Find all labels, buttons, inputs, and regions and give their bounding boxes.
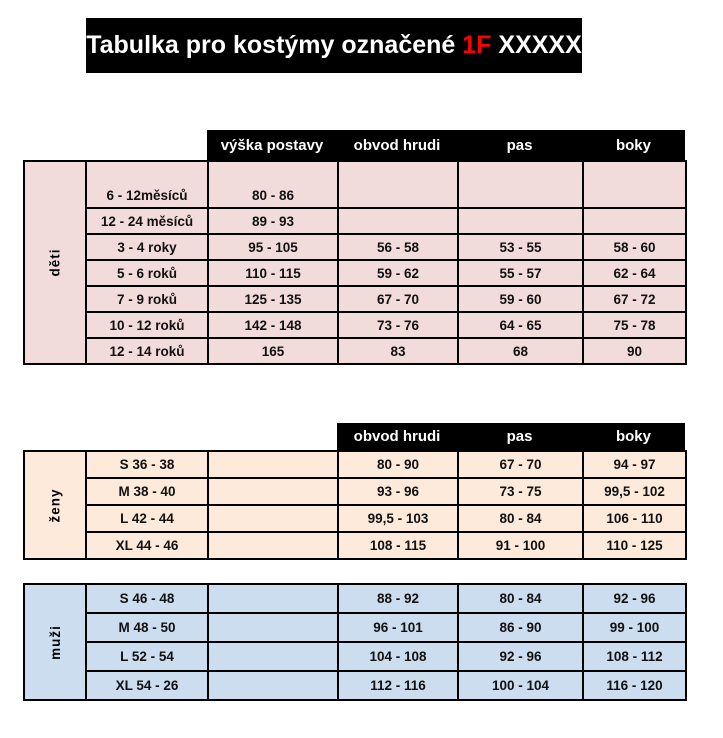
table-row — [24, 532, 686, 559]
size-cell: XL 54 - 26 — [86, 671, 208, 700]
height-cell: 110 - 115 — [208, 260, 338, 286]
hips-cell: 116 - 120 — [583, 671, 686, 700]
chest-cell: 80 - 90 — [338, 451, 458, 478]
table-row — [24, 584, 686, 613]
height-cell — [208, 478, 338, 505]
height-cell: 125 - 135 — [208, 286, 338, 312]
hips-cell: 75 - 78 — [583, 312, 686, 338]
hips-cell: 90 — [583, 338, 686, 364]
hips-cell: 58 - 60 — [583, 234, 686, 260]
height-cell: 95 - 105 — [208, 234, 338, 260]
waist-cell — [458, 161, 583, 208]
table-row — [24, 671, 686, 700]
header-obvod-hrudi: obvod hrudi — [353, 428, 441, 445]
group-label-deti — [24, 161, 86, 364]
waist-cell: 73 - 75 — [458, 478, 583, 505]
waist-cell: 91 - 100 — [458, 532, 583, 559]
height-cell — [208, 613, 338, 642]
header-obvod-hrudi: obvod hrudi — [353, 136, 441, 154]
hips-cell: 94 - 97 — [583, 451, 686, 478]
waist-cell: 55 - 57 — [458, 260, 583, 286]
title-highlight: 1F — [462, 31, 492, 59]
table-row — [24, 161, 686, 208]
size-cell: 7 - 9 roků — [86, 286, 208, 312]
height-cell: 89 - 93 — [208, 208, 338, 234]
size-cell: L 42 - 44 — [86, 505, 208, 532]
chest-cell: 67 - 70 — [338, 286, 458, 312]
title-bar — [86, 18, 582, 73]
table-row — [24, 260, 686, 286]
waist-cell: 59 - 60 — [458, 286, 583, 312]
table-row — [24, 312, 686, 338]
hips-cell: 106 - 110 — [583, 505, 686, 532]
group-label-muzi — [24, 584, 86, 700]
table-row — [24, 234, 686, 260]
table-row — [24, 451, 686, 478]
chest-cell: 88 - 92 — [338, 584, 458, 613]
women-header-row — [337, 423, 685, 450]
header-pas: pas — [506, 428, 533, 445]
waist-cell: 67 - 70 — [458, 451, 583, 478]
waist-cell: 86 - 90 — [458, 613, 583, 642]
table-row — [24, 286, 686, 312]
size-cell: 12 - 24 měsíců — [86, 208, 208, 234]
hips-cell: 67 - 72 — [583, 286, 686, 312]
table-row — [24, 613, 686, 642]
women-table — [23, 450, 687, 560]
size-cell: 6 - 12měsíců — [86, 161, 208, 208]
chest-cell: 56 - 58 — [338, 234, 458, 260]
size-cell: S 46 - 48 — [86, 584, 208, 613]
size-cell: 10 - 12 roků — [86, 312, 208, 338]
group-label-zeny — [24, 451, 86, 559]
chest-cell: 104 - 108 — [338, 642, 458, 671]
hips-cell: 99,5 - 102 — [583, 478, 686, 505]
chest-cell: 93 - 96 — [338, 478, 458, 505]
waist-cell: 53 - 55 — [458, 234, 583, 260]
height-cell: 165 — [208, 338, 338, 364]
group-label-text: muži — [47, 624, 63, 660]
size-cell: S 36 - 38 — [86, 451, 208, 478]
group-label-text: děti — [47, 248, 63, 277]
height-cell — [208, 532, 338, 559]
children-table — [23, 160, 687, 365]
size-cell: 5 - 6 roků — [86, 260, 208, 286]
table-row — [24, 208, 686, 234]
size-cell: M 48 - 50 — [86, 613, 208, 642]
hips-cell — [583, 208, 686, 234]
height-cell — [208, 584, 338, 613]
title-text: Tabulka pro kostýmy označené — [86, 31, 463, 59]
men-table — [23, 583, 687, 701]
height-cell — [208, 451, 338, 478]
title-text-suffix: XXXXX — [491, 31, 582, 59]
chest-cell: 73 - 76 — [338, 312, 458, 338]
header-boky: boky — [615, 428, 651, 445]
waist-cell: 64 - 65 — [458, 312, 583, 338]
chest-cell: 108 - 115 — [338, 532, 458, 559]
waist-cell: 68 — [458, 338, 583, 364]
table-row — [24, 478, 686, 505]
hips-cell — [583, 161, 686, 208]
waist-cell: 80 - 84 — [458, 505, 583, 532]
chest-cell: 99,5 - 103 — [338, 505, 458, 532]
hips-cell: 92 - 96 — [583, 584, 686, 613]
table-row — [24, 338, 686, 364]
header-vyska-postavy: výška postavy — [220, 136, 324, 154]
header-boky: boky — [615, 136, 651, 154]
chest-cell: 59 - 62 — [338, 260, 458, 286]
waist-cell: 92 - 96 — [458, 642, 583, 671]
group-label-text: ženy — [47, 487, 63, 523]
waist-cell: 80 - 84 — [458, 584, 583, 613]
hips-cell: 99 - 100 — [583, 613, 686, 642]
waist-cell — [458, 208, 583, 234]
hips-cell: 62 - 64 — [583, 260, 686, 286]
table-row — [24, 505, 686, 532]
hips-cell: 108 - 112 — [583, 642, 686, 671]
hips-cell: 110 - 125 — [583, 532, 686, 559]
size-cell: L 52 - 54 — [86, 642, 208, 671]
chest-cell: 83 — [338, 338, 458, 364]
height-cell: 80 - 86 — [208, 161, 338, 208]
height-cell — [208, 671, 338, 700]
children-header-row — [207, 130, 685, 160]
chest-cell: 96 - 101 — [338, 613, 458, 642]
size-cell: 12 - 14 roků — [86, 338, 208, 364]
size-cell: M 38 - 40 — [86, 478, 208, 505]
height-cell: 142 - 148 — [208, 312, 338, 338]
chest-cell — [338, 208, 458, 234]
size-cell: XL 44 - 46 — [86, 532, 208, 559]
chest-cell: 112 - 116 — [338, 671, 458, 700]
table-row — [24, 642, 686, 671]
size-cell: 3 - 4 roky — [86, 234, 208, 260]
header-pas: pas — [506, 136, 533, 154]
height-cell — [208, 505, 338, 532]
height-cell — [208, 642, 338, 671]
waist-cell: 100 - 104 — [458, 671, 583, 700]
chest-cell — [338, 161, 458, 208]
